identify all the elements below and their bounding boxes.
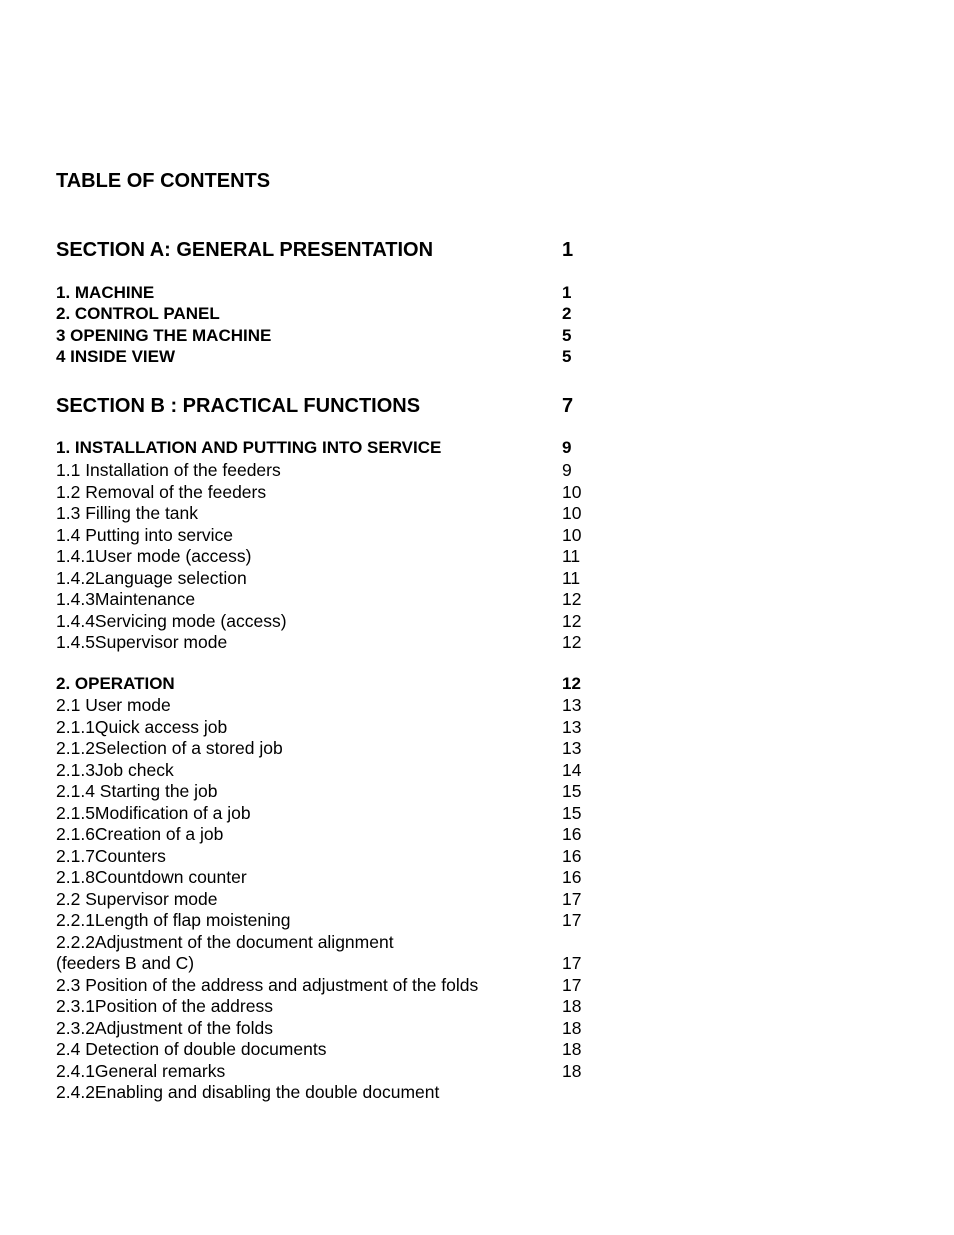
toc-entry [56, 716, 616, 738]
toc-entry [56, 1017, 616, 1039]
toc-entry-label: 3 OPENING THE MACHINE [56, 326, 272, 345]
toc-entry-page-number: 17 [562, 953, 582, 973]
toc-entry [56, 631, 616, 653]
toc-entry-label: 2.1.8Countdown counter [56, 867, 247, 887]
toc-entry-label: SECTION A: GENERAL PRESENTATION [56, 239, 434, 261]
toc-entry-label: SECTION B : PRACTICAL FUNCTIONS [56, 395, 421, 417]
toc-entry-page-number: 5 [562, 326, 572, 345]
toc-entry-label: (feeders B and C) [56, 953, 195, 973]
toc-entry-label: 1.4.5Supervisor mode [56, 632, 228, 652]
toc-entry-page-number: 2 [562, 304, 572, 323]
toc-entry-page-number: 16 [562, 824, 582, 844]
toc-entry-page-number: 9 [562, 460, 572, 480]
toc-entry [56, 931, 616, 953]
toc-entry-label: 2.1.1Quick access job [56, 717, 228, 737]
toc-entry-page-number: 10 [562, 503, 582, 523]
toc-entry-page-number: 18 [562, 1039, 582, 1059]
toc-entry [56, 346, 616, 368]
toc-entry [56, 394, 616, 418]
toc-entry-label: 2.1.7Counters [56, 846, 166, 866]
toc-entry-page-number: 13 [562, 738, 582, 758]
toc-entry [56, 888, 616, 910]
toc-entry-page-number: 15 [562, 781, 582, 801]
toc-entry [56, 759, 616, 781]
toc-entry [56, 303, 616, 325]
toc-entry-label: 1. INSTALLATION AND PUTTING INTO SERVICE [56, 438, 442, 457]
toc-entry-page-number: 12 [562, 611, 582, 631]
toc-entry-page-number: 9 [562, 438, 572, 457]
toc-entry-page-number: 10 [562, 525, 582, 545]
toc-entry [56, 545, 616, 567]
toc-entry-page-number: 1 [562, 239, 574, 261]
toc-entry-label: 2.1.5Modification of a job [56, 803, 251, 823]
toc-entry-page-number: 11 [562, 568, 581, 588]
toc-entry-label: 2. OPERATION [56, 674, 175, 693]
toc-entry-label: 2.1.2Selection of a stored job [56, 738, 283, 758]
toc-entry-label: 1.4.4Servicing mode (access) [56, 611, 287, 631]
toc-entry-label: 2.3 Position of the address and adjustment of the folds [56, 975, 479, 995]
toc-entry-label: 1.4.3Maintenance [56, 589, 196, 609]
toc-entry-page-number: 13 [562, 717, 582, 737]
toc-entry-page-number: 17 [562, 910, 582, 930]
toc-entry-page-number: 18 [562, 1061, 582, 1081]
toc-entry-label: 2. CONTROL PANEL [56, 304, 220, 323]
toc-entry-label: 1.3 Filling the tank [56, 503, 199, 523]
toc-entry [56, 995, 616, 1017]
toc-entry-label: 4 INSIDE VIEW [56, 347, 176, 366]
toc-entry-label: 2.4.2Enabling and disabling the double document [56, 1082, 440, 1102]
toc-entry [56, 437, 616, 459]
toc-heading: TABLE OF CONTENTS [56, 170, 271, 192]
toc-entry-page-number: 12 [562, 632, 582, 652]
toc-entry-page-number: 17 [562, 975, 582, 995]
toc-entry-label: 1.1 Installation of the feeders [56, 460, 281, 480]
toc-entry [56, 325, 616, 347]
toc-entry-page-number: 12 [562, 674, 581, 693]
toc-entry-page-number: 14 [562, 760, 582, 780]
toc-entry-label: 1. MACHINE [56, 283, 155, 302]
toc-entry-page-number: 7 [562, 395, 574, 417]
toc-entry-page-number: 13 [562, 695, 582, 715]
toc-entry [56, 588, 616, 610]
toc-entry-page-number: 16 [562, 846, 582, 866]
toc-entry-page-number: 18 [562, 1018, 582, 1038]
toc-entry-label: 2.4.1General remarks [56, 1061, 226, 1081]
toc-entry [56, 481, 616, 503]
toc-entry-page-number: 1 [562, 283, 572, 302]
toc-entry [56, 780, 616, 802]
toc-entry-label: 1.4 Putting into service [56, 525, 234, 545]
toc-entry-label: 2.4 Detection of double documents [56, 1039, 327, 1059]
toc-entry [56, 866, 616, 888]
toc-entry [56, 282, 616, 304]
toc-entry [56, 694, 616, 716]
toc-entry-label: 2.1 User mode [56, 695, 171, 715]
toc-entry [56, 823, 616, 845]
toc-entry-page-number: 16 [562, 867, 582, 887]
toc-entry [56, 845, 616, 867]
toc-entry [56, 673, 616, 695]
toc-entry [56, 1038, 616, 1060]
toc-entry-label: 2.2 Supervisor mode [56, 889, 218, 909]
toc-entry-label: 1.4.1User mode (access) [56, 546, 252, 566]
toc-entry [56, 610, 616, 632]
toc-entry [56, 1060, 616, 1082]
toc-entry-page-number: 10 [562, 482, 582, 502]
toc-entry-page-number: 11 [562, 546, 581, 566]
toc-entry [56, 524, 616, 546]
toc-entry-label: 2.1.4 Starting the job [56, 781, 218, 801]
toc-entry-label: 1.4.2Language selection [56, 568, 247, 588]
toc-entry-page-number: 18 [562, 996, 582, 1016]
toc-entry [56, 737, 616, 759]
toc-entry-label: 2.1.6Creation of a job [56, 824, 224, 844]
toc-entry [56, 952, 616, 974]
toc-entry-page-number: 12 [562, 589, 582, 609]
toc-entry [56, 567, 616, 589]
toc-entry-label: 1.2 Removal of the feeders [56, 482, 267, 502]
toc-entry [56, 459, 616, 481]
toc-entry-label: 2.1.3Job check [56, 760, 174, 780]
toc-entry [56, 802, 616, 824]
toc-entry [56, 974, 616, 996]
toc-entry [56, 238, 616, 262]
toc-entry-page-number: 5 [562, 347, 572, 366]
toc-entry-label: 2.3.1Position of the address [56, 996, 273, 1016]
toc-entry-label: 2.3.2Adjustment of the folds [56, 1018, 273, 1038]
toc-entry-label: 2.2.2Adjustment of the document alignment [56, 932, 394, 952]
toc-entry-page-number: 15 [562, 803, 582, 823]
toc-entry [56, 1081, 616, 1103]
toc-entry-label: 2.2.1Length of flap moistening [56, 910, 291, 930]
toc-entry-page-number: 17 [562, 889, 582, 909]
toc-entry [56, 502, 616, 524]
toc-entry [56, 909, 616, 931]
